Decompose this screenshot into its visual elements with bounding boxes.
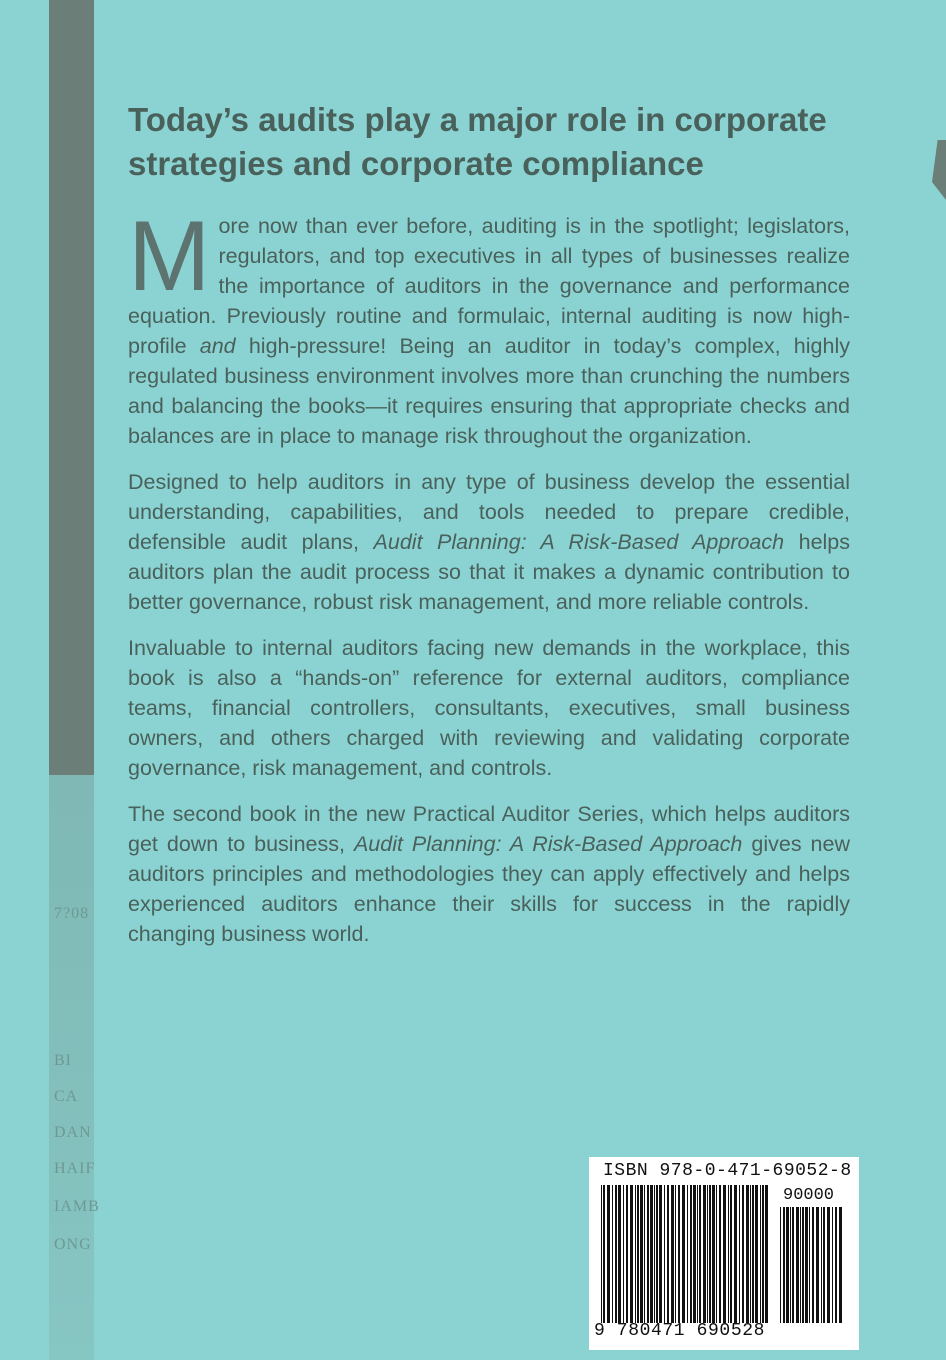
barcode-bar bbox=[693, 1185, 696, 1323]
barcode-bar bbox=[630, 1185, 633, 1323]
spine-fragment: 7?08 bbox=[54, 905, 90, 922]
barcode-bar bbox=[640, 1185, 643, 1323]
spine-fragment: IAMB bbox=[54, 1198, 100, 1215]
barcode-bar bbox=[802, 1207, 804, 1323]
paragraph-intro bbox=[128, 200, 850, 451]
barcode-bar bbox=[821, 1207, 822, 1323]
spine-fragment: DAN bbox=[54, 1124, 92, 1141]
barcode-bar bbox=[719, 1185, 721, 1323]
barcode-bar bbox=[644, 1185, 645, 1323]
barcode-bar bbox=[823, 1207, 825, 1323]
barcode-bar bbox=[730, 1185, 732, 1323]
barcode-bar bbox=[707, 1185, 708, 1323]
barcode-bar bbox=[699, 1185, 701, 1323]
barcode-bar bbox=[809, 1207, 810, 1323]
barcode-bar bbox=[612, 1185, 613, 1323]
barcode-bar bbox=[626, 1185, 628, 1323]
paragraph-designed bbox=[128, 467, 850, 617]
spine-fragment: CA bbox=[54, 1088, 79, 1105]
barcode-bar bbox=[790, 1207, 791, 1323]
barcode-bar bbox=[615, 1185, 617, 1323]
paragraph-invaluable: Invaluable to internal auditors facing new demands in the workplace, this book is also a “hands-on” reference for external auditors, compliance teams, financial controllers, consultants, executives, small business owners, and others charged with reviewing and validating corporate governance, risk management, and controls. bbox=[128, 636, 850, 780]
barcode-bar bbox=[723, 1185, 726, 1323]
spine-fragment: HAIF bbox=[54, 1160, 96, 1177]
barcode-bar bbox=[816, 1207, 819, 1323]
barcode-bar bbox=[712, 1185, 715, 1323]
corner-illustration-fragment bbox=[932, 140, 946, 200]
barcode-bar bbox=[805, 1207, 808, 1323]
barcode-bar bbox=[650, 1185, 653, 1323]
barcode-bar bbox=[792, 1207, 794, 1323]
barcode-bar bbox=[796, 1207, 799, 1323]
barcode-bar bbox=[750, 1185, 751, 1323]
barcode-bar bbox=[812, 1207, 814, 1323]
barcode-bar bbox=[762, 1185, 764, 1323]
barcode-bar bbox=[746, 1185, 749, 1323]
barcode-bar bbox=[603, 1185, 605, 1323]
barcode-bar bbox=[656, 1185, 658, 1323]
ean-barcode-bars bbox=[601, 1185, 771, 1323]
addon-barcode-bars bbox=[780, 1207, 844, 1323]
barcode-bar bbox=[654, 1185, 655, 1323]
barcode-bar bbox=[839, 1207, 842, 1323]
barcode-bar bbox=[659, 1185, 662, 1323]
barcode-bar bbox=[783, 1207, 785, 1323]
barcode-bar bbox=[780, 1207, 781, 1323]
barcode-box bbox=[589, 1157, 859, 1350]
barcode-bar bbox=[667, 1185, 669, 1323]
barcode-bar bbox=[664, 1185, 665, 1323]
barcode-bar bbox=[709, 1185, 711, 1323]
paragraph-intro-text-after: high-pressure! Being an auditor in today’s complex, highly regulated business environment involves more than crunching the numbers and balancing the books—it requires ensuring that appropriate checks and balances are in place to manage risk throughout the organization. bbox=[128, 334, 850, 448]
paragraph-text: helps auditors plan the audit process so that it makes a dynamic contribution to better governance, robust risk management, and more reliable controls. bbox=[128, 530, 851, 614]
paragraph-intro-text: ore now than ever before, auditing is in the spotlight; legislators, regulators, and top executives in all types of businesses realize the importance of auditors in the governance and performance equation. Previously routine and formulaic, internal auditing is now high-profile bbox=[128, 214, 850, 358]
barcode-bar bbox=[800, 1207, 801, 1323]
isbn-label: ISBN 978-0-471-69052-8 bbox=[603, 1161, 852, 1181]
barcode-bar bbox=[734, 1185, 737, 1323]
barcode-bar bbox=[760, 1185, 761, 1323]
barcode-bar bbox=[623, 1185, 624, 1323]
book-title: Audit Planning: A Risk-Based Approach bbox=[373, 530, 785, 554]
barcode-bar bbox=[601, 1185, 602, 1323]
barcode-bar bbox=[687, 1185, 688, 1323]
paragraph-series bbox=[128, 799, 850, 949]
barcode-bar bbox=[697, 1185, 698, 1323]
barcode-bar bbox=[682, 1185, 685, 1323]
barcode-bar bbox=[755, 1185, 758, 1323]
barcode-bar bbox=[671, 1185, 674, 1323]
barcode-bar bbox=[742, 1185, 744, 1323]
barcode-bar bbox=[752, 1185, 754, 1323]
barcode-bar bbox=[607, 1185, 610, 1323]
barcode-bar bbox=[635, 1185, 636, 1323]
paragraph-text: The second book in the new Practical Auditor Series, which helps auditors get down to business, bbox=[128, 802, 850, 856]
spine-fragment: ONG bbox=[54, 1236, 92, 1253]
price-code: 90000 bbox=[783, 1186, 835, 1205]
back-cover-copy bbox=[128, 200, 851, 965]
barcode-bar bbox=[827, 1207, 830, 1323]
paragraph-text: gives new auditors principles and methodologies they can apply effectively and helps experienced auditors enhance their skills for success in the rapidly changing business world. bbox=[128, 832, 850, 946]
barcode-bar bbox=[786, 1207, 789, 1323]
spine-fragment: BI bbox=[54, 1052, 72, 1069]
barcode-bar bbox=[675, 1185, 676, 1323]
ean-digits: 9 780471 690528 bbox=[594, 1321, 766, 1341]
headline: Today’s audits play a major role in corporate strategies and corporate compliance bbox=[128, 101, 827, 182]
book-title: Audit Planning: A Risk-Based Approach bbox=[353, 832, 743, 856]
barcode-bar bbox=[647, 1185, 649, 1323]
barcode-bar bbox=[703, 1185, 706, 1323]
drop-cap: M bbox=[128, 200, 211, 311]
barcode-bar bbox=[765, 1185, 768, 1323]
barcode-bar bbox=[678, 1185, 680, 1323]
barcode-bar bbox=[690, 1185, 692, 1323]
barcode-bar bbox=[832, 1207, 833, 1323]
emphasis-and: and bbox=[199, 334, 236, 358]
barcode-bar bbox=[637, 1185, 639, 1323]
barcode-bar bbox=[728, 1185, 729, 1323]
barcode-bar bbox=[835, 1207, 837, 1323]
barcode-bar bbox=[716, 1185, 717, 1323]
paragraph-text: Designed to help auditors in any type of business develop the essential understanding, capabilities, and tools needed to prepare credible, defensible audit plans, bbox=[128, 470, 850, 554]
barcode-bar bbox=[739, 1185, 740, 1323]
barcode-bar bbox=[618, 1185, 621, 1323]
